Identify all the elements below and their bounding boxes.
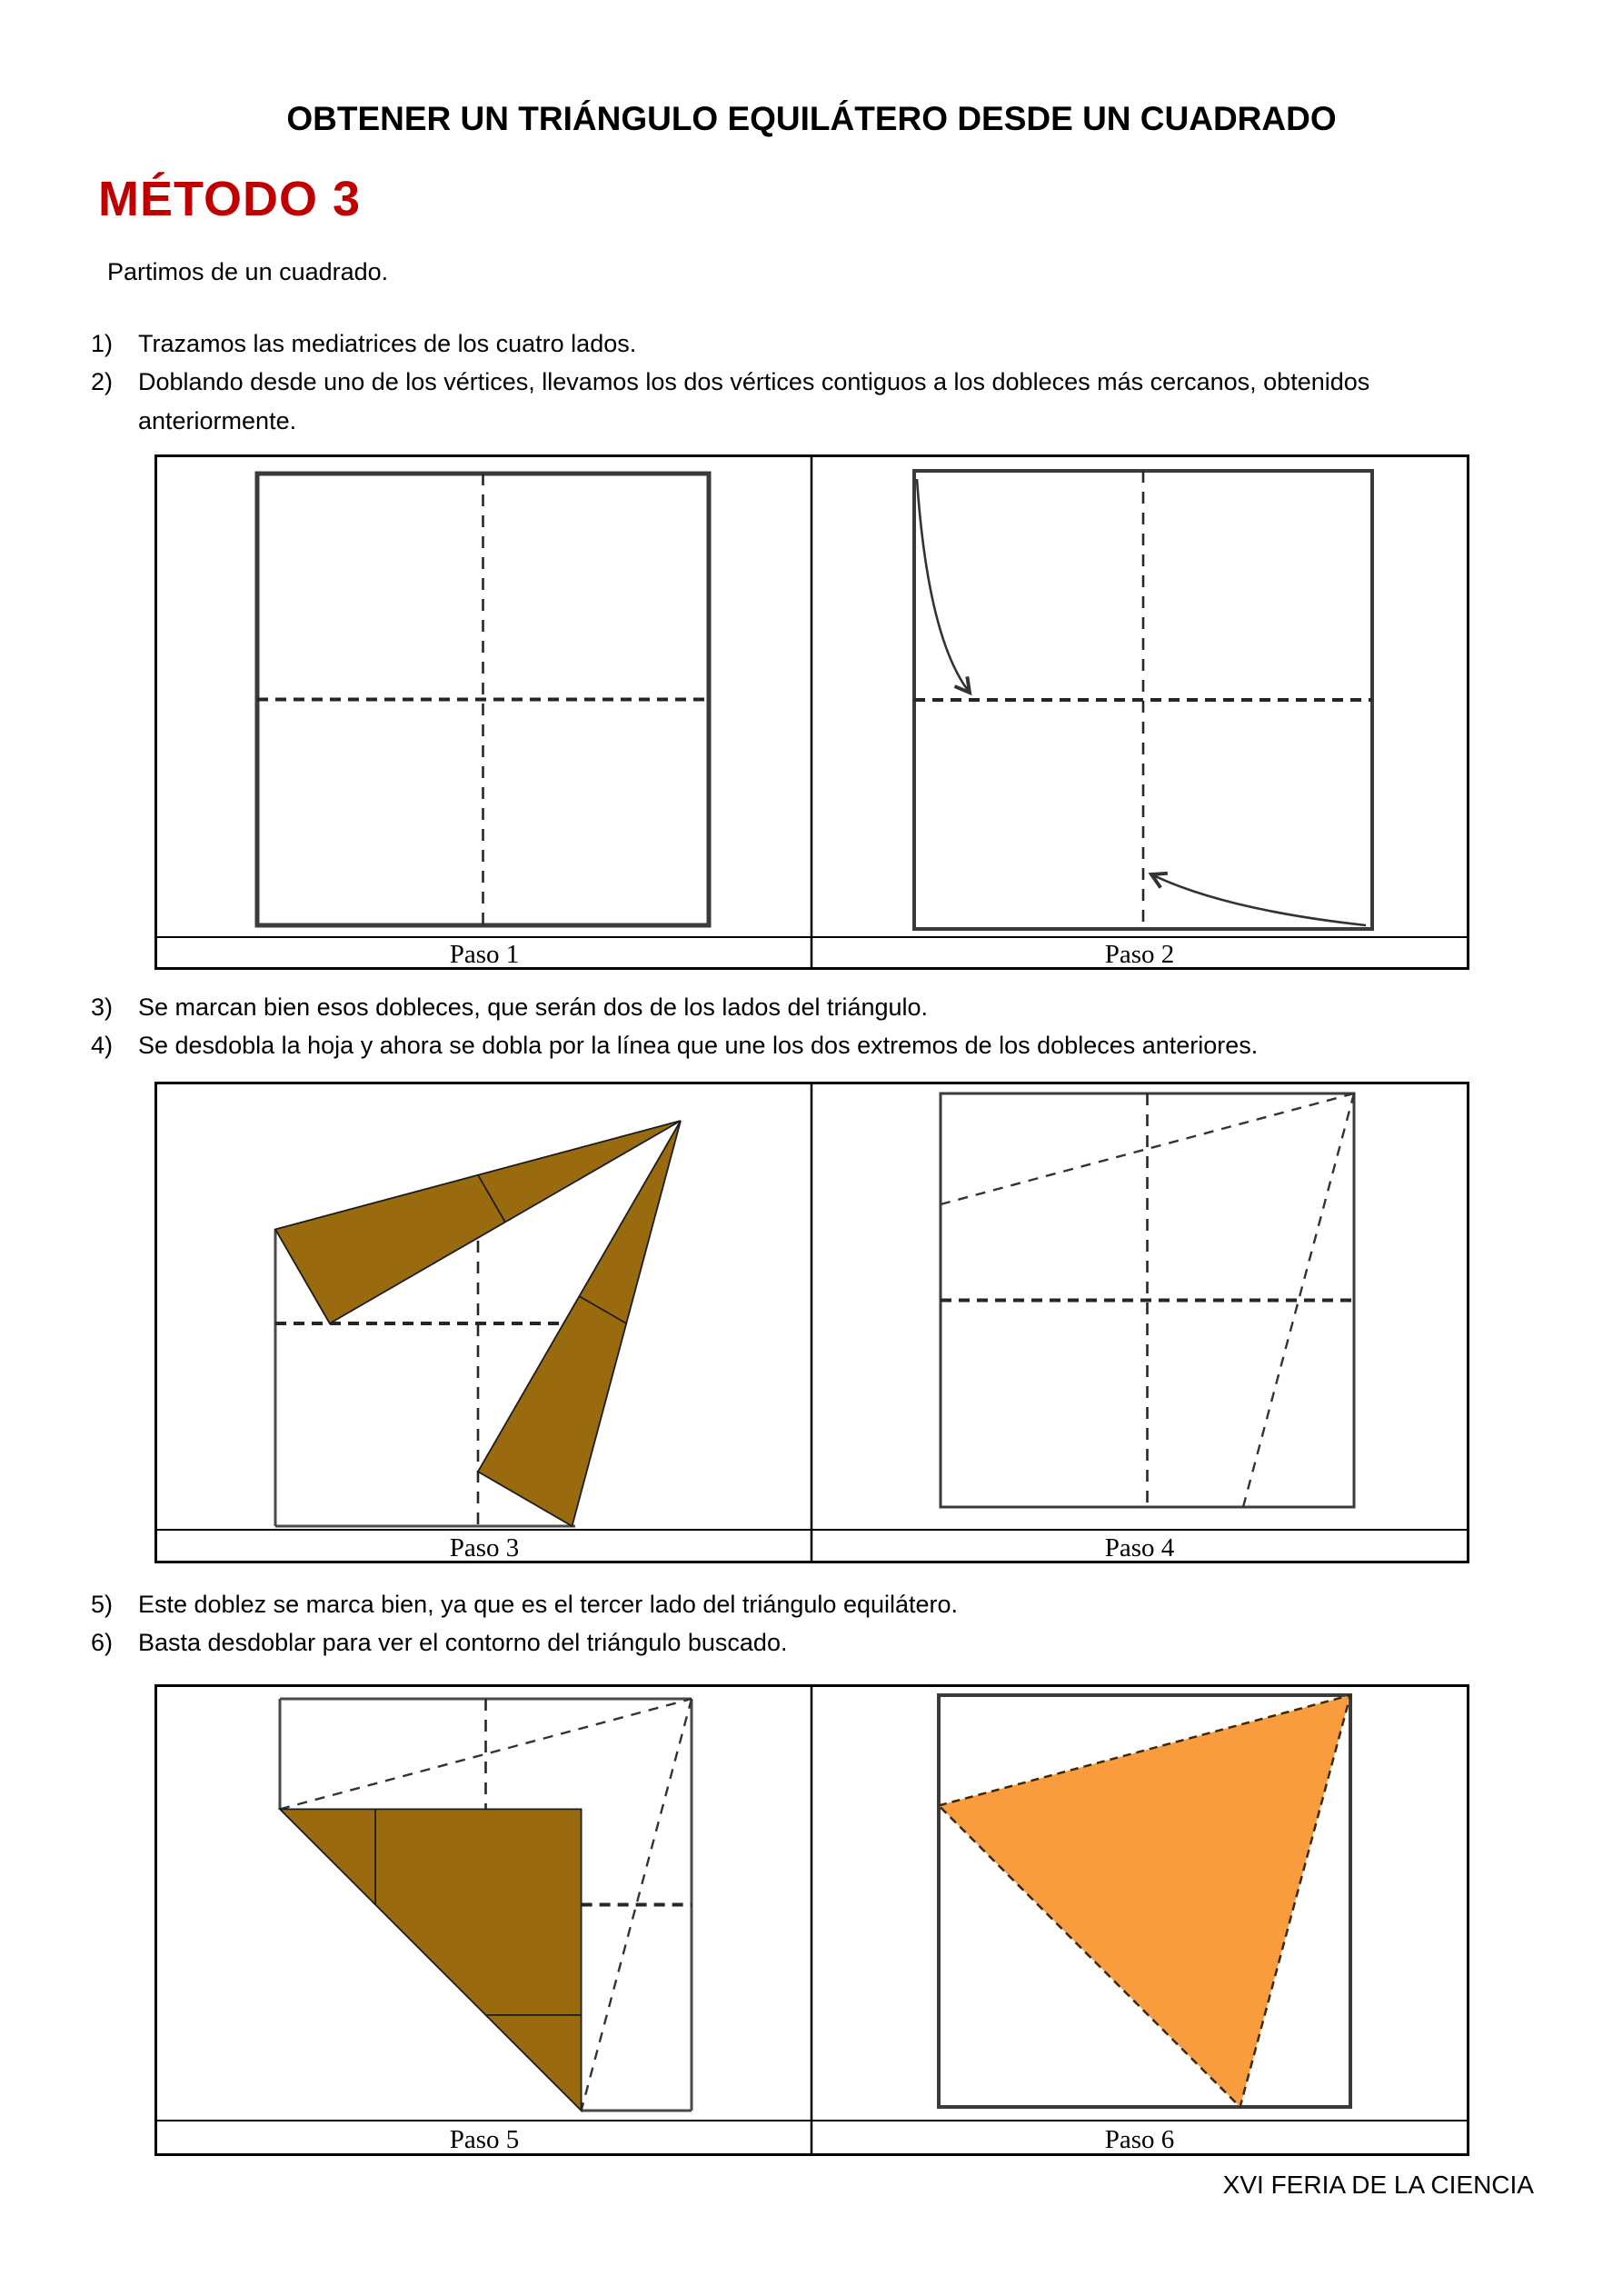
caption-paso-1: Paso 1	[449, 940, 520, 969]
step-5	[91, 1585, 958, 1624]
step-4	[91, 1026, 1258, 1065]
step-2-text: Doblando desde uno de los vértices, llevamos los dos vértices contiguos a los dobleces más cercanos, obtenidos anteriormente.	[138, 368, 1370, 434]
paso5-folded-triangle	[280, 1809, 582, 2111]
step-1	[91, 324, 636, 364]
method-heading: MÉTODO 3	[98, 172, 362, 226]
step-1-number: 1)	[91, 330, 114, 357]
step-6-text: Basta desdoblar para ver el contorno del triángulo buscado.	[138, 1629, 788, 1656]
intro-text: Partimos de un cuadrado.	[107, 258, 389, 285]
figure-table-1-drawing	[157, 457, 1467, 967]
step-2	[91, 363, 1501, 441]
figure-table-1	[154, 454, 1469, 970]
step-5-number: 5)	[91, 1591, 114, 1618]
step-6-number: 6)	[91, 1629, 114, 1656]
caption-paso-3: Paso 3	[449, 1533, 520, 1562]
figure-table-3-drawing	[157, 1687, 1467, 2153]
caption-paso-5: Paso 5	[449, 2125, 520, 2154]
fold-arrow-top-left	[917, 479, 970, 693]
step-1-text: Trazamos las mediatrices de los cuatro lados.	[138, 330, 637, 357]
step-5-text: Este doblez se marca bien, ya que es el tercer lado del triángulo equilátero.	[138, 1591, 959, 1618]
step-6	[91, 1623, 787, 1662]
fold-arrow-bottom-right	[1151, 874, 1366, 925]
step-4-number: 4)	[91, 1032, 114, 1059]
step-3-text: Se marcan bien esos dobleces, que serán dos de los lados del triángulo.	[138, 993, 929, 1021]
step-2-number: 2)	[91, 368, 114, 395]
caption-paso-2: Paso 2	[1104, 940, 1175, 969]
figure-table-2	[154, 1082, 1469, 1563]
caption-paso-6: Paso 6	[1104, 2125, 1175, 2154]
figure-table-2-drawing	[157, 1084, 1467, 1561]
caption-paso-4: Paso 4	[1104, 1533, 1175, 1562]
step-3	[91, 988, 928, 1027]
step-3-number: 3)	[91, 993, 114, 1021]
paso6-equilateral-triangle	[939, 1695, 1350, 2107]
figure-table-3	[154, 1684, 1469, 2156]
document-title: OBTENER UN TRIÁNGULO EQUILÁTERO DESDE UN CUADRADO	[286, 100, 1337, 137]
footer-text: XVI FERIA DE LA CIENCIA	[1222, 2171, 1534, 2199]
step-4-text: Se desdobla la hoja y ahora se dobla por la línea que une los dos extremos de los dobleces anteriores.	[138, 1032, 1259, 1059]
